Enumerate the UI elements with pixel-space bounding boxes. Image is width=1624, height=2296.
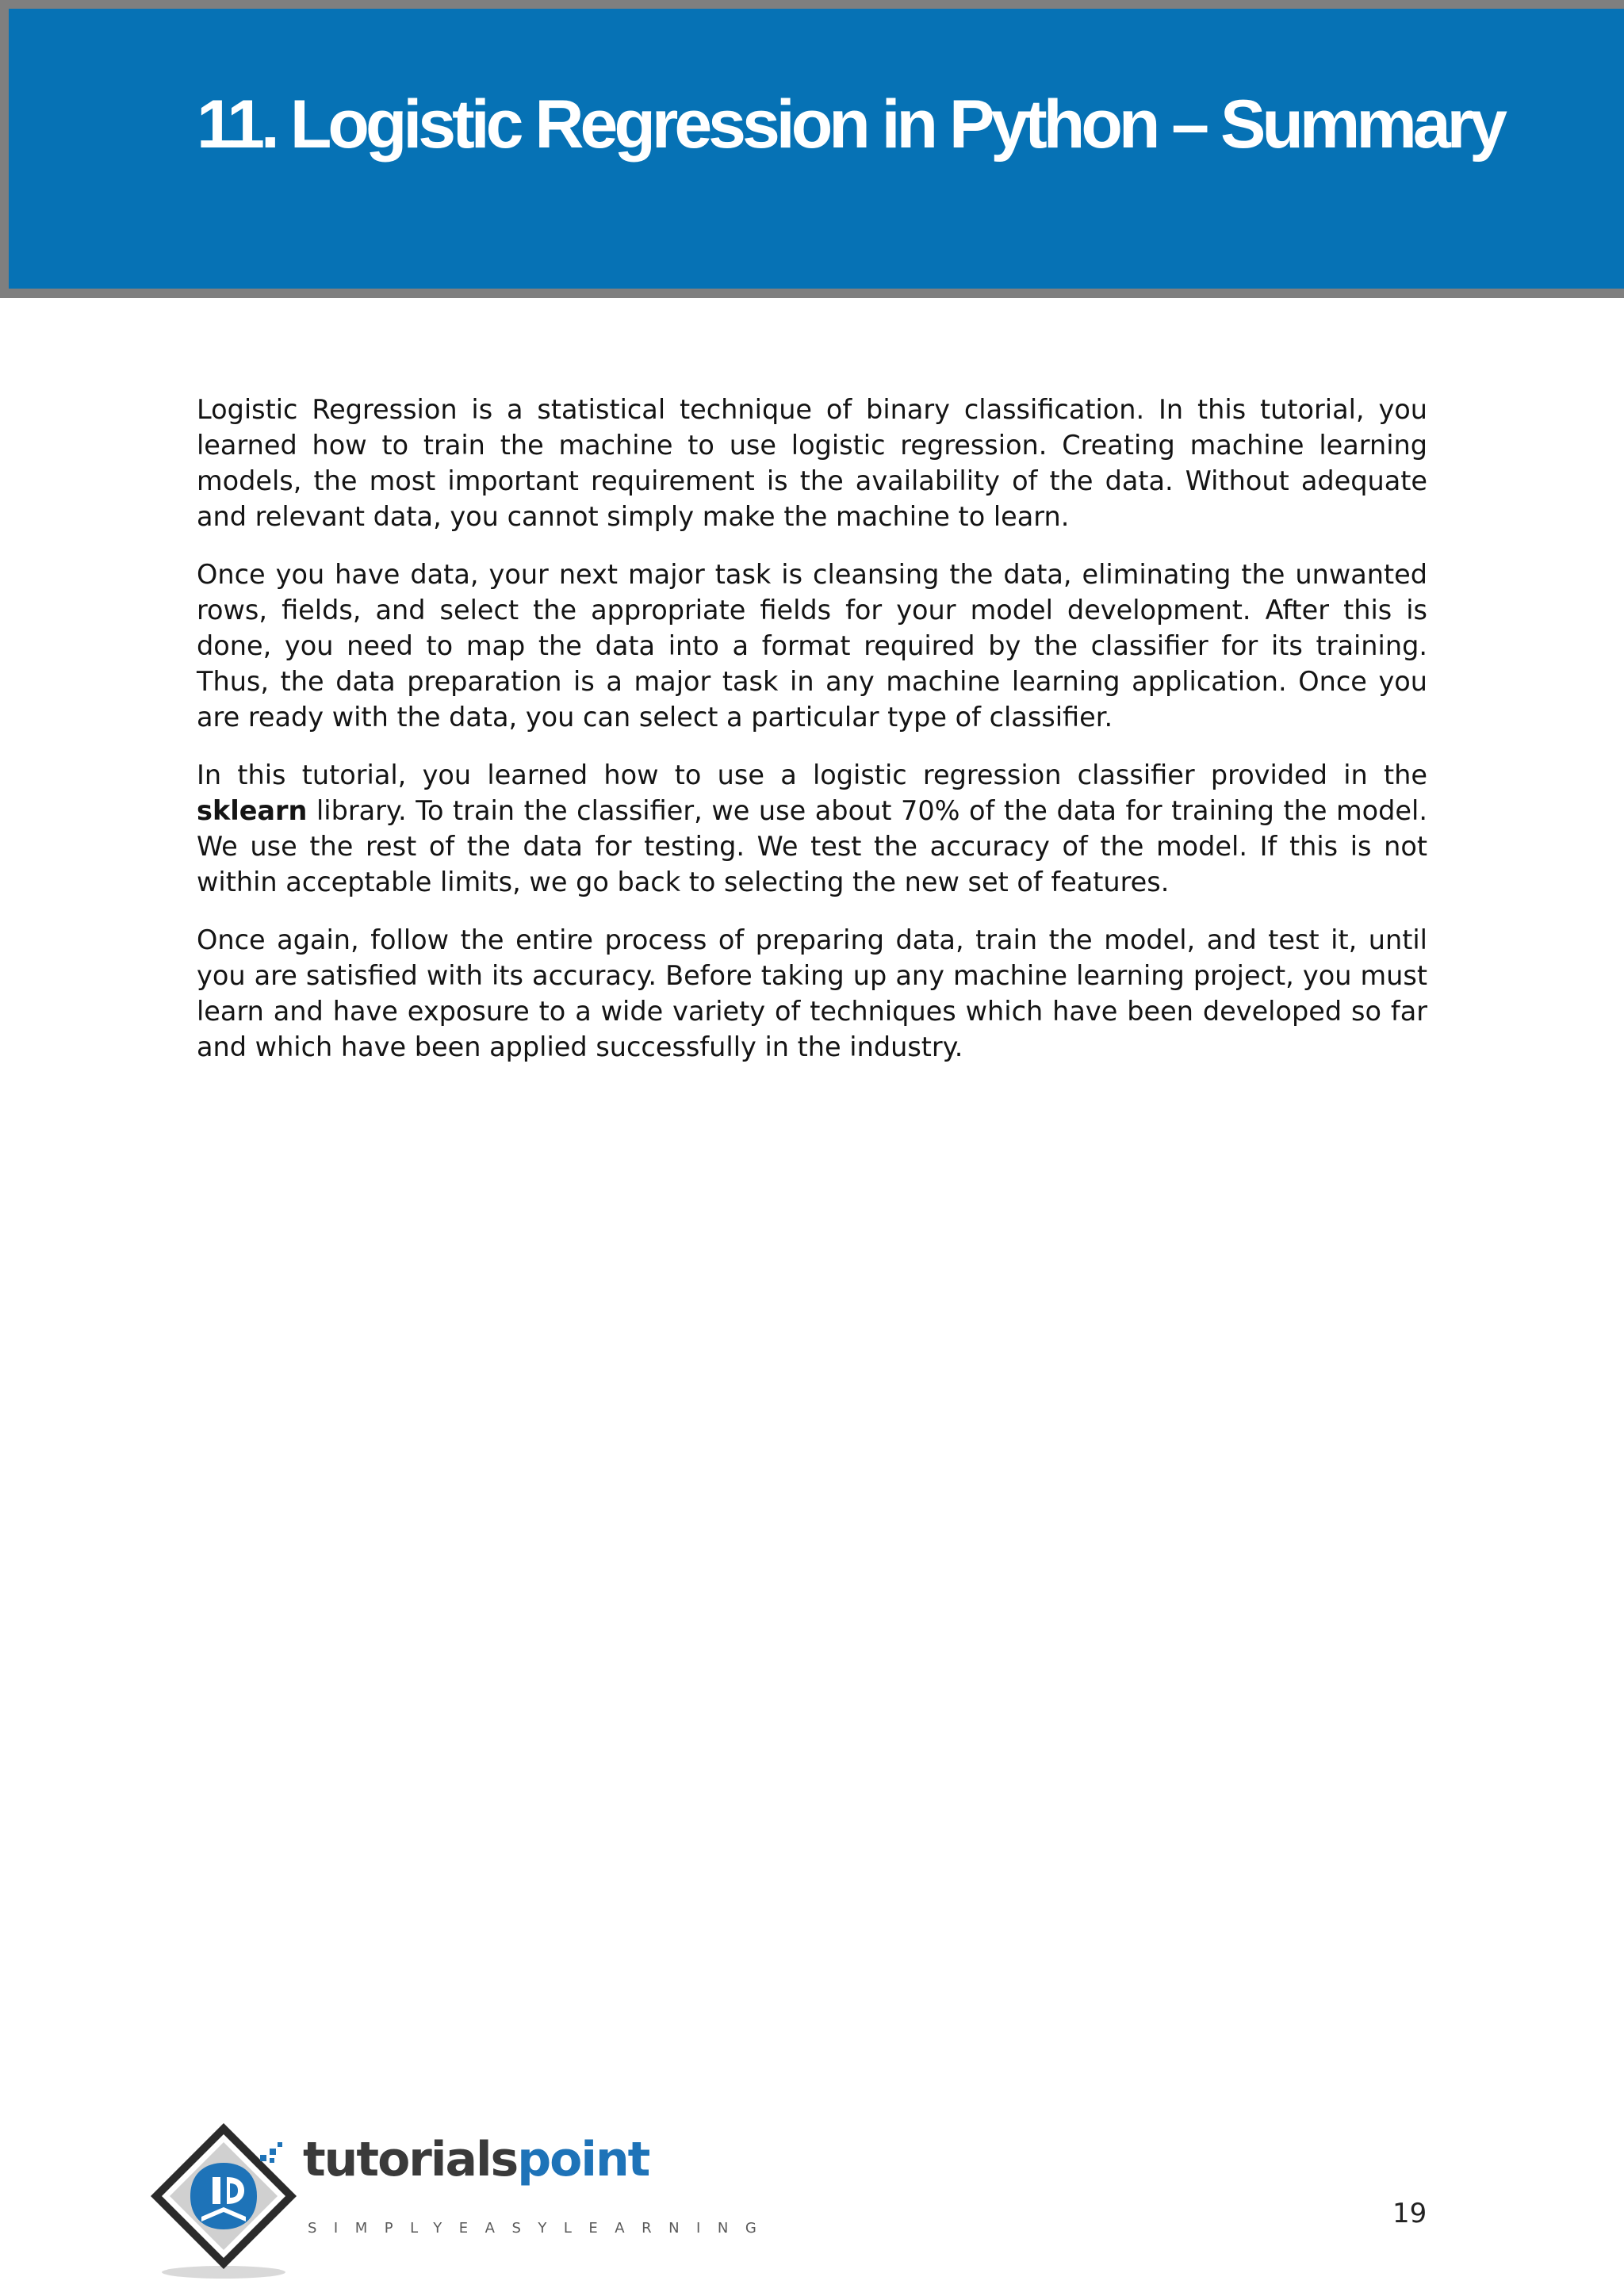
paragraph-3-end: library. To train the classifier, we use about 70% of the data for training the model. We use the rest of the data for testing. We test the accuracy of the model. If this is not within acceptable limits, we go back to selecting the new set of features. (197, 795, 1427, 897)
paragraph-3 (197, 757, 1427, 900)
logo-word-tutorials: tutorials (303, 2132, 518, 2187)
logo-word-point: point (517, 2132, 649, 2187)
tutorialspoint-logo (144, 2115, 774, 2282)
logo-tagline: SIMPLYEASYLEARNING (308, 2220, 774, 2237)
logo-wordmark (303, 2132, 649, 2187)
chapter-number: 11. (197, 86, 276, 163)
page-number: 19 (1392, 2198, 1427, 2229)
chapter-header (0, 0, 1624, 298)
paragraph-3-start: In this tutorial, you learned how to use a logistic regression classifier provided in the (197, 760, 1427, 790)
paragraph-2: Once you have data, your next major task is cleansing the data, eliminating the unwanted rows, fields, and select the appropriate fields for your model development. After this is done, you need to map the data into a format required by the classifier for its training. Thus, the data preparation is a major task in any machine learning application. Once you are ready with the data, you can select a particular type of classifier. (197, 559, 1427, 733)
sklearn-term: sklearn (197, 795, 308, 826)
chapter-title (197, 84, 1503, 166)
paragraph-1: Logistic Regression is a statistical technique of binary classification. In this tutorial, you learned how to train the machine to use logistic regression. Creating machine learning models, the most important requirement is the availability of the data. Without adequate and relevant data, you cannot simply make the machine to learn. (197, 394, 1427, 532)
paragraph-4: Once again, follow the entire process of preparing data, train the model, and test it, until you are satisfied with its accuracy. Before taking up any machine learning project, you must learn and have exposure to a wide variety of techniques which have been developed so far and which have been applied successfully in the industry. (197, 924, 1427, 1062)
body-text (197, 392, 1427, 1087)
chapter-title-text: Logistic Regression in Python – Summary (289, 86, 1503, 163)
logo-diamond-icon (144, 2115, 303, 2282)
